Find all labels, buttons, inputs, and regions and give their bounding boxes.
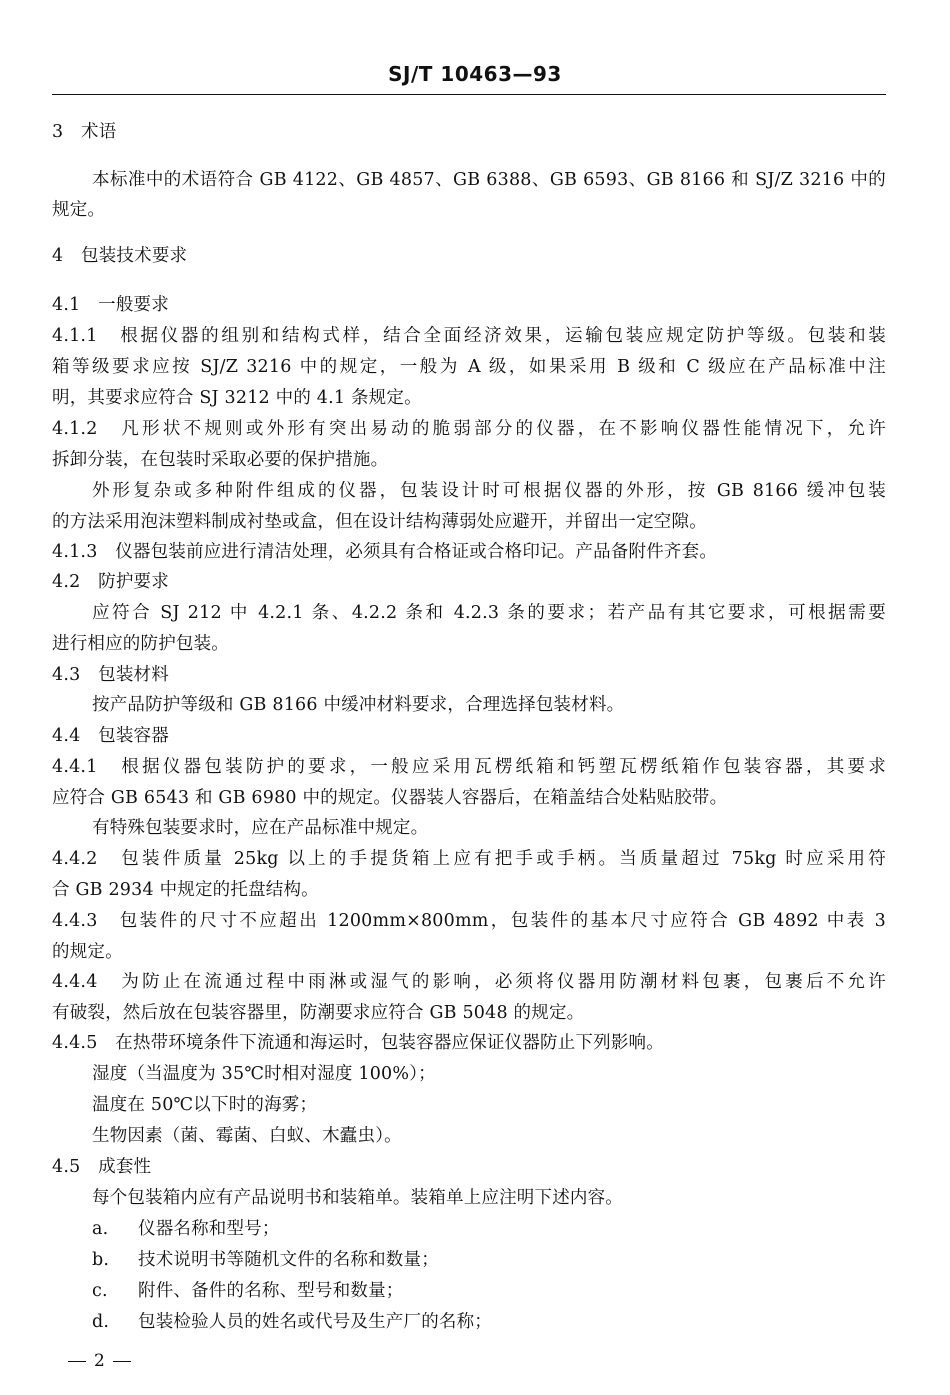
paragraph-line: 温度在 50℃以下时的海雾； [92, 1095, 318, 1115]
paragraph-line: 生物因素（菌、霉菌、白蚁、木蠹虫）。 [92, 1126, 402, 1146]
section-heading-packaging-requirements: 4 包装技术要求 [52, 246, 188, 266]
footer-dash-right [113, 1361, 131, 1362]
paragraph-line: 明，其要求应符合 SJ 3212 中的 4.1 条规定。 [52, 388, 422, 408]
paragraph-line: 拆卸分装，在包装时采取必要的保护措施。 [52, 450, 389, 470]
header-rule [52, 94, 886, 95]
paragraph-line: 合 GB 2934 中规定的托盘结构。 [52, 880, 319, 900]
paragraph-line: 4.1.1 根据仪器的组别和结构式样，结合全面经济效果，运输包装应规定防护等级。包装和装 [52, 326, 886, 346]
list-item-marker: b. [92, 1250, 110, 1270]
list-item-text: 包装检验人员的姓名或代号及生产厂的名称； [138, 1312, 492, 1332]
paragraph-line: 有破裂，然后放在包装容器里，防潮要求应符合 GB 5048 的规定。 [52, 1003, 585, 1023]
list-item [92, 1248, 886, 1272]
section-heading-terms: 3 术语 [52, 122, 117, 142]
page-number: 2 [94, 1351, 105, 1371]
list-item [92, 1217, 886, 1241]
list-item-text: 仪器名称和型号； [138, 1219, 280, 1239]
footer-dash-left [68, 1361, 86, 1362]
paragraph-line: 按产品防护等级和 GB 8166 中缓冲材料要求，合理选择包装材料。 [92, 695, 625, 715]
paragraph-line: 4.4.1 根据仪器包装防护的要求，一般应采用瓦楞纸箱和钙塑瓦楞纸箱作包装容器，其要求 [52, 757, 886, 777]
paragraph-line: 箱等级要求应按 SJ/Z 3216 中的规定，一般为 A 级，如果采用 B 级和 C 级应在产品标准中注 [52, 357, 886, 377]
paragraph-line: 的规定。 [52, 942, 123, 962]
list-item [92, 1310, 886, 1334]
list-item-text: 技术说明书等随机文件的名称和数量； [138, 1250, 439, 1270]
paragraph-line: 4.4.4 为防止在流通过程中雨淋或湿气的影响，必须将仪器用防潮材料包裹，包裹后不允许 [52, 972, 886, 992]
paragraph-line: 有特殊包装要求时，应在产品标准中规定。 [92, 818, 429, 838]
paragraph-line: 4.4.2 包装件质量 25kg 以上的手提货箱上应有把手或手柄。当质量超过 75kg 时应采用符 [52, 849, 886, 869]
paragraph-line: 4.1.3 仪器包装前应进行清洁处理，必须具有合格证或合格印记。产品备附件齐套。 [52, 542, 718, 562]
paragraph-line: 4.1.2 凡形状不规则或外形有突出易动的脆弱部分的仪器，在不影响仪器性能情况下，允许 [52, 419, 886, 439]
list-item-text: 附件、备件的名称、型号和数量； [138, 1281, 404, 1301]
subsection-heading: 4.1 一般要求 [52, 295, 169, 315]
paragraph-line: 的方法采用泡沫塑料制成衬垫或盒，但在设计结构薄弱处应避开，并留出一定空隙。 [52, 512, 707, 532]
paragraph-line: 4.4.3 包装件的尺寸不应超出 1200mm×800mm，包装件的基本尺寸应符合 GB 4892 中表 3 [52, 911, 886, 931]
paragraph-line: 湿度（当温度为 35℃时相对湿度 100%）； [92, 1064, 436, 1084]
subsection-heading: 4.2 防护要求 [52, 572, 169, 592]
paragraph-line: 本标准中的术语符合 GB 4122、GB 4857、GB 6388、GB 6593、GB 8166 和 SJ/Z 3216 中的 [92, 170, 886, 190]
paragraph-line: 应符合 SJ 212 中 4.2.1 条、4.2.2 条和 4.2.3 条的要求；若产品有其它要求，可根据需要 [92, 603, 886, 623]
subsection-heading: 4.4 包装容器 [52, 726, 169, 746]
list-item-marker: a. [92, 1219, 109, 1239]
subsection-heading: 4.5 成套性 [52, 1157, 152, 1177]
paragraph-line: 规定。 [52, 200, 106, 220]
standard-code-header: SJ/T 10463—93 [388, 62, 562, 86]
list-item [92, 1279, 886, 1303]
paragraph-line: 应符合 GB 6543 和 GB 6980 中的规定。仪器装人容器后，在箱盖结合处粘贴胶带。 [52, 788, 728, 808]
list-item-marker: d. [92, 1312, 110, 1332]
paragraph-line: 进行相应的防护包装。 [52, 634, 229, 654]
page-footer [60, 1351, 139, 1371]
list-item-marker: c. [92, 1281, 108, 1301]
paragraph-line: 每个包装箱内应有产品说明书和装箱单。装箱单上应注明下述内容。 [92, 1188, 623, 1208]
paragraph-line: 4.4.5 在热带环境条件下流通和海运时，包装容器应保证仪器防止下列影响。 [52, 1033, 664, 1053]
paragraph-line: 外形复杂或多种附件组成的仪器，包装设计时可根据仪器的外形，按 GB 8166 缓冲包装 [92, 481, 886, 501]
subsection-heading: 4.3 包装材料 [52, 665, 169, 685]
